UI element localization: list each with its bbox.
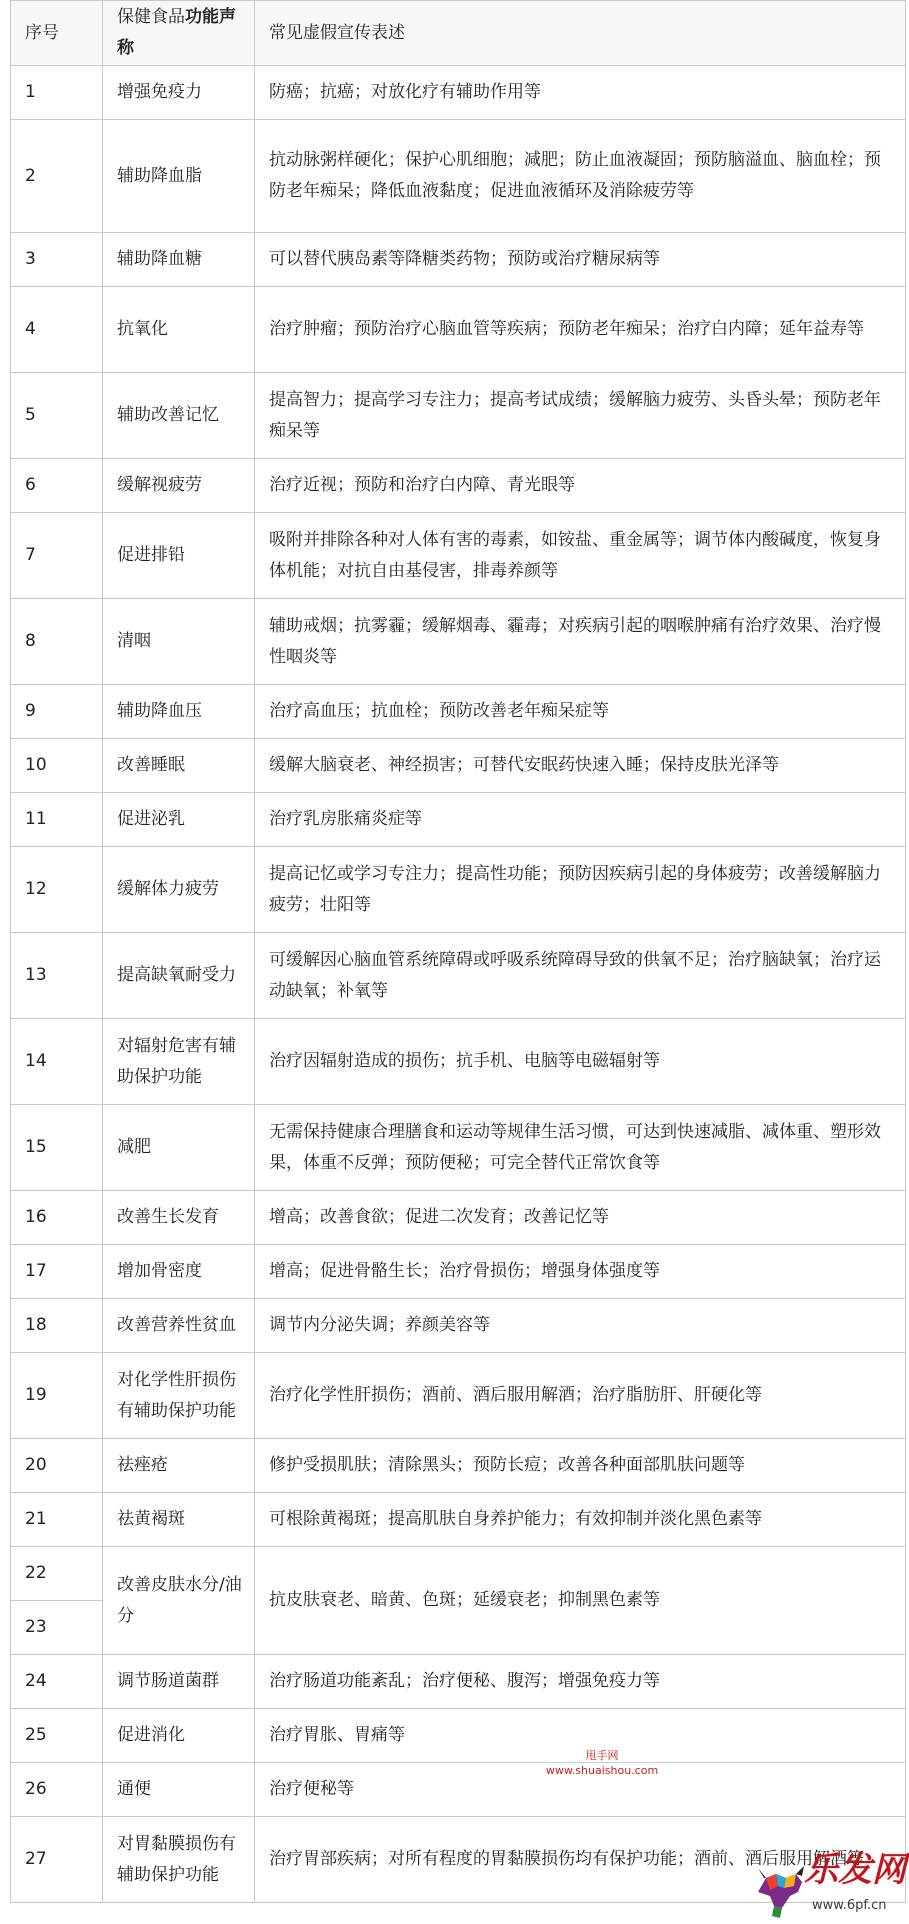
row-function: 减肥 (103, 1105, 255, 1191)
row-number: 14 (11, 1019, 103, 1105)
table-row (11, 1709, 906, 1763)
row-description: 增高；改善食欲；促进二次发育；改善记忆等 (255, 1191, 906, 1245)
health-claims-table (10, 0, 906, 1903)
row-number: 24 (11, 1655, 103, 1709)
table-row (11, 1547, 906, 1601)
row-number: 7 (11, 513, 103, 599)
row-number: 5 (11, 373, 103, 459)
row-number: 18 (11, 1299, 103, 1353)
table-row (11, 66, 906, 120)
row-description: 吸附并排除各种对人体有害的毒素，如铵盐、重金属等；调节体内酸碱度，恢复身体机能；对抗自由基侵害，排毒养颜等 (255, 513, 906, 599)
row-number: 19 (11, 1353, 103, 1439)
table-row (11, 1245, 906, 1299)
table-row (11, 739, 906, 793)
header-row (11, 1, 906, 66)
row-description: 调节内分泌失调；养颜美容等 (255, 1299, 906, 1353)
row-description: 辅助戒烟；抗雾霾；缓解烟毒、霾毒；对疾病引起的咽喉肿痛有治疗效果、治疗慢性咽炎等 (255, 599, 906, 685)
row-description: 治疗肠道功能紊乱；治疗便秘、腹泻；增强免疫力等 (255, 1655, 906, 1709)
watermark-url: www.shuaishou.com (545, 1764, 659, 1777)
row-description: 治疗便秘等 (255, 1763, 906, 1817)
row-number: 2 (11, 120, 103, 233)
row-description: 提高智力；提高学习专注力；提高考试成绩；缓解脑力疲劳、头昏头晕；预防老年痴呆等 (255, 373, 906, 459)
header-function-bold: 功能声称 (117, 7, 236, 58)
table-row (11, 685, 906, 739)
table-row (11, 1353, 906, 1439)
row-function: 祛痤疮 (103, 1439, 255, 1493)
row-number: 16 (11, 1191, 103, 1245)
row-function: 增强免疫力 (103, 66, 255, 120)
table-row (11, 847, 906, 933)
row-function: 改善营养性贫血 (103, 1299, 255, 1353)
table-row (11, 1299, 906, 1353)
row-function: 祛黄褐斑 (103, 1493, 255, 1547)
row-description: 可以替代胰岛素等降糖类药物；预防或治疗糖尿病等 (255, 233, 906, 287)
table-row (11, 933, 906, 1019)
row-function: 调节肠道菌群 (103, 1655, 255, 1709)
row-function: 缓解体力疲劳 (103, 847, 255, 933)
watermark-title: 甩手网 (585, 1749, 619, 1762)
row-function: 增加骨密度 (103, 1245, 255, 1299)
row-number: 23 (11, 1601, 103, 1655)
row-description: 治疗化学性肝损伤；酒前、酒后服用解酒；治疗脂肪肝、肝硬化等 (255, 1353, 906, 1439)
row-number: 20 (11, 1439, 103, 1493)
table-row (11, 459, 906, 513)
row-description: 抗动脉粥样硬化；保护心肌细胞；减肥；防止血液凝固；预防脑溢血、脑血栓；预防老年痴呆；降低血液黏度；促进血液循环及消除疲劳等 (255, 120, 906, 233)
row-number: 25 (11, 1709, 103, 1763)
table-row (11, 1439, 906, 1493)
table-row (11, 1191, 906, 1245)
row-number: 6 (11, 459, 103, 513)
table-row (11, 287, 906, 373)
row-description: 治疗因辐射造成的损伤；抗手机、电脑等电磁辐射等 (255, 1019, 906, 1105)
row-number: 11 (11, 793, 103, 847)
logo-url: www.6pf.cn (812, 1898, 887, 1913)
row-function: 改善睡眠 (103, 739, 255, 793)
row-function: 辅助降血脂 (103, 120, 255, 233)
row-function: 促进消化 (103, 1709, 255, 1763)
row-description: 治疗肿瘤；预防治疗心脑血管等疾病；预防老年痴呆；治疗白内障；延年益寿等 (255, 287, 906, 373)
row-number: 17 (11, 1245, 103, 1299)
row-number: 10 (11, 739, 103, 793)
row-function: 通便 (103, 1763, 255, 1817)
row-number: 27 (11, 1817, 103, 1903)
table-row (11, 599, 906, 685)
row-number: 3 (11, 233, 103, 287)
row-function: 清咽 (103, 599, 255, 685)
table-row (11, 1655, 906, 1709)
table-row (11, 793, 906, 847)
logo-text: 乐发网 (804, 1850, 906, 1890)
row-function: 抗氧化 (103, 287, 255, 373)
table-row (11, 1763, 906, 1817)
row-number: 9 (11, 685, 103, 739)
bull-logo-icon (752, 1848, 812, 1920)
header-false-claims: 常见虚假宣传表述 (255, 1, 906, 66)
row-number: 1 (11, 66, 103, 120)
row-function: 改善皮肤水分/油分 (103, 1547, 255, 1655)
row-number: 15 (11, 1105, 103, 1191)
table-row (11, 513, 906, 599)
header-number: 序号 (11, 1, 103, 66)
row-description: 可根除黄褐斑；提高肌肤自身养护能力；有效抑制并淡化黑色素等 (255, 1493, 906, 1547)
row-description: 缓解大脑衰老、神经损害；可替代安眠药快速入睡；保持皮肤光泽等 (255, 739, 906, 793)
row-description: 治疗近视；预防和治疗白内障、青光眼等 (255, 459, 906, 513)
row-number: 4 (11, 287, 103, 373)
row-number: 22 (11, 1547, 103, 1601)
row-description: 治疗乳房胀痛炎症等 (255, 793, 906, 847)
row-function: 对胃黏膜损伤有辅助保护功能 (103, 1817, 255, 1903)
row-function: 促进排铅 (103, 513, 255, 599)
row-function: 辅助改善记忆 (103, 373, 255, 459)
row-description: 提高记忆或学习专注力；提高性功能；预防因疾病引起的身体疲劳；改善缓解脑力疲劳；壮阳等 (255, 847, 906, 933)
row-function: 辅助降血糖 (103, 233, 255, 287)
row-function: 对辐射危害有辅助保护功能 (103, 1019, 255, 1105)
table-row (11, 373, 906, 459)
table-row (11, 1019, 906, 1105)
row-description: 治疗胃部疾病；对所有程度的胃黏膜损伤均有保护功能；酒前、酒后服用解酒等 (255, 1817, 906, 1903)
shuaishou-watermark (532, 1748, 672, 1778)
row-number: 8 (11, 599, 103, 685)
header-function-prefix: 保健食品 (117, 7, 185, 27)
row-function: 辅助降血压 (103, 685, 255, 739)
row-function: 对化学性肝损伤有辅助保护功能 (103, 1353, 255, 1439)
header-function-claim (103, 1, 255, 66)
row-description: 治疗胃胀、胃痛等 (255, 1709, 906, 1763)
row-description: 无需保持健康合理膳食和运动等规律生活习惯，可达到快速减脂、减体重、塑形效果，体重不反弹；预防便秘；可完全替代正常饮食等 (255, 1105, 906, 1191)
row-description: 增高；促进骨骼生长；治疗骨损伤；增强身体强度等 (255, 1245, 906, 1299)
row-description: 防癌；抗癌；对放化疗有辅助作用等 (255, 66, 906, 120)
row-number: 26 (11, 1763, 103, 1817)
row-description: 治疗高血压；抗血栓；预防改善老年痴呆症等 (255, 685, 906, 739)
table-row (11, 120, 906, 233)
lefa-logo (752, 1848, 906, 1922)
row-number: 12 (11, 847, 103, 933)
table-row (11, 1493, 906, 1547)
row-function: 促进泌乳 (103, 793, 255, 847)
row-number: 13 (11, 933, 103, 1019)
row-function: 缓解视疲劳 (103, 459, 255, 513)
row-number: 21 (11, 1493, 103, 1547)
row-function: 改善生长发育 (103, 1191, 255, 1245)
row-function: 提高缺氧耐受力 (103, 933, 255, 1019)
row-description: 可缓解因心脑血管系统障碍或呼吸系统障碍导致的供氧不足；治疗脑缺氧；治疗运动缺氧；补氧等 (255, 933, 906, 1019)
row-description: 抗皮肤衰老、暗黄、色斑；延缓衰老；抑制黑色素等 (255, 1547, 906, 1655)
row-description: 修护受损肌肤；清除黑头；预防长痘；改善各种面部肌肤问题等 (255, 1439, 906, 1493)
table-row (11, 1105, 906, 1191)
table-row (11, 233, 906, 287)
